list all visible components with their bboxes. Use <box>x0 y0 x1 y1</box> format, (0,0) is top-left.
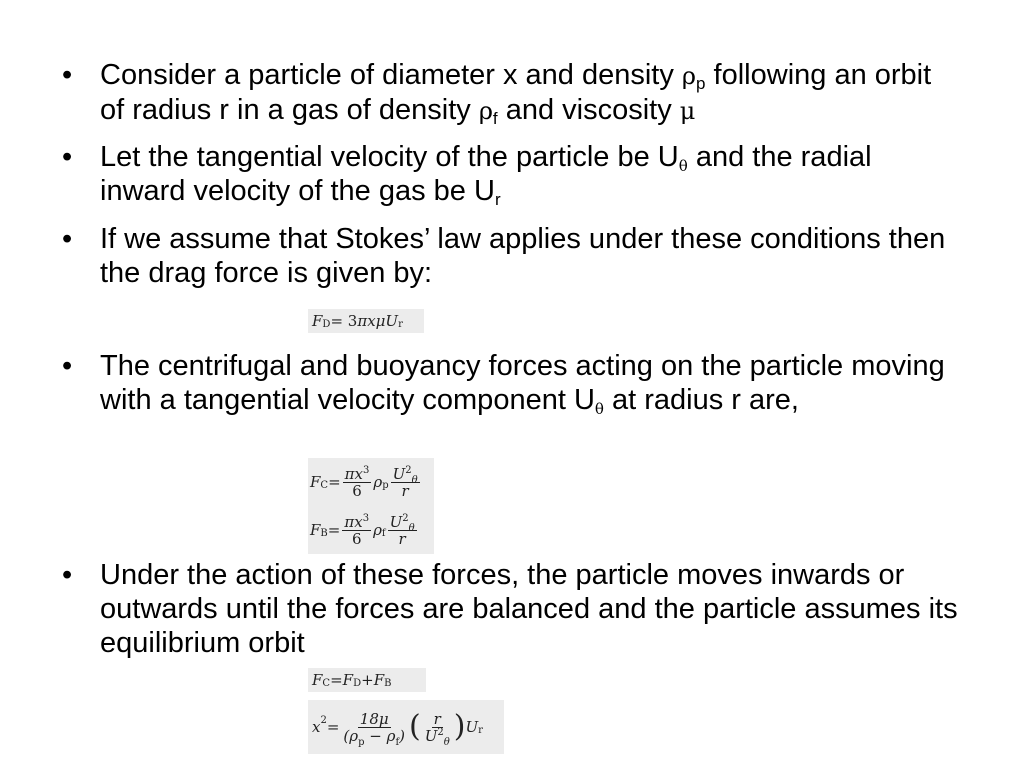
fraction: $\frac{U^2_\theta}{r}$ <box>392 464 418 500</box>
equation-drag-force: F $_D$ = 3 π x μ U $_r$ <box>308 309 424 333</box>
bullet-velocities <box>62 140 962 208</box>
equation-centrifugal-force: F $_C$ = $\frac{\pi x^3}{6}$ ρ $_p$ $\frac{U^2_\theta}{r}$ <box>308 458 434 506</box>
bullet-text: Under the action of these forces, the particle moves inwards or outwards until the forces are balanced and the particle assumes its equilibrium orbit <box>100 559 958 659</box>
equation-buoyancy-force: F $_B$ = $\frac{\pi x^3}{6}$ ρ $_f$ $\frac{U^2_\theta}{r}$ <box>308 506 434 554</box>
fraction: $\frac{U^2_\theta}{r}$ <box>389 512 415 548</box>
bullet-marker: • <box>62 59 73 91</box>
bullet-marker: • <box>62 141 73 173</box>
bullet-marker: • <box>62 559 73 591</box>
fraction: $\frac{18\mu}{(\rho_p - \rho_f)}$ <box>343 709 405 748</box>
bullet-marker: • <box>62 350 73 382</box>
bullet-equilibrium-orbit <box>62 558 962 660</box>
bullet-stokes-law <box>62 222 962 290</box>
bullet-particle-definition <box>62 58 962 128</box>
bullet-text: Consider a particle of diameter x and density $\rho_p$ following an orbit of radius r in a gas of density $\rho_f$ and viscosity μ <box>100 59 932 128</box>
fraction: $\frac{\pi x^3}{6}$ <box>344 464 370 500</box>
bullet-text: The centrifugal and buoyancy forces acting on the particle moving with a tangential velocity component $U_\theta$ at radius r are, <box>100 350 945 418</box>
fraction: $\frac{r}{U^2_\theta}$ <box>424 709 450 748</box>
fraction: $\frac{\pi x^3}{6}$ <box>344 512 370 548</box>
bullet-text: If we assume that Stokes’ law applies under these conditions then the drag force is given by: <box>100 223 946 289</box>
bullet-text: Let the tangential velocity of the particle be $U_\theta$ and the radial inward velocity of the gas be $U_r$ <box>100 141 872 209</box>
bullet-centrifugal-buoyancy <box>62 349 962 417</box>
equation-orbit-diameter: x $^2$ = $\frac{18\mu}{(\rho_p - \rho_f)}$ ( $\frac{r}{U^2_\theta}$ ) U $_r$ <box>308 700 504 754</box>
equation-force-balance: F $_C$ = F $_D$ + F $_B$ <box>308 668 426 692</box>
bullet-marker: • <box>62 223 73 255</box>
